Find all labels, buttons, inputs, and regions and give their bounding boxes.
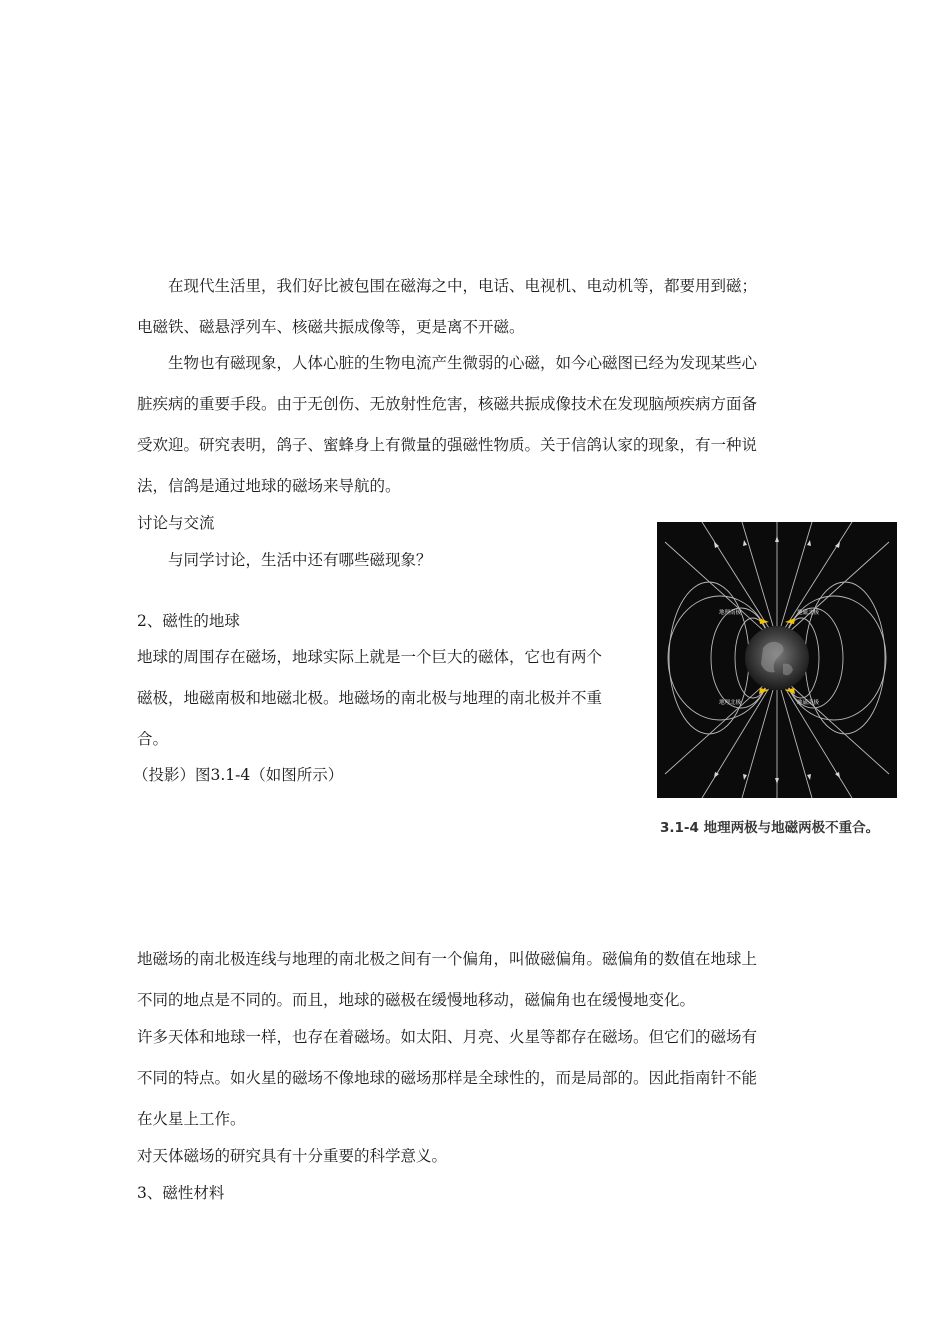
paragraph-1-line-1: 在现代生活里，我们好比被包围在磁海之中，电话、电视机、电动机等，都要用到磁； bbox=[168, 277, 758, 295]
discuss-text: 与同学讨论，生活中还有哪些磁现象？ bbox=[168, 551, 432, 569]
paragraph-3-line-1: 地磁场的南北极连线与地理的南北极之间有一个偏角，叫做磁偏角。磁偏角的数值在地球上 bbox=[137, 950, 758, 968]
section-3-heading: 3、磁性材料 bbox=[137, 1184, 225, 1202]
paragraph-4-line-3: 在火星上工作。 bbox=[137, 1110, 246, 1128]
section-2-heading: 2、磁性的地球 bbox=[137, 612, 240, 630]
projection-note: （投影）图3.1-4（如图所示） bbox=[133, 766, 344, 784]
section-2-line-2: 磁极，地磁南极和地磁北极。地磁场的南北极与地理的南北极并不重 bbox=[137, 689, 603, 707]
paragraph-2-line-2: 脏疾病的重要手段。由于无创伤、无放射性危害，核磁共振成像技术在发现脑颅疾病方面备 bbox=[137, 395, 758, 413]
paragraph-2-line-1: 生物也有磁现象，人体心脏的生物电流产生微弱的心磁，如今心磁图已经为发现某些心 bbox=[168, 354, 758, 372]
label-geomagnetic-north-pole: 地磁北极 bbox=[797, 610, 820, 616]
paragraph-4-line-2: 不同的特点。如火星的磁场不像地球的磁场那样是全球性的，而是局部的。因此指南针不能 bbox=[137, 1069, 758, 1087]
label-geographic-south-pole: 地理南极 bbox=[719, 610, 742, 616]
label-geomagnetic-south-pole: 地磁南极 bbox=[797, 700, 820, 706]
section-2-line-3: 合。 bbox=[137, 730, 169, 748]
paragraph-2-line-3: 受欢迎。研究表明，鸽子、蜜蜂身上有微量的强磁性物质。关于信鸽认家的现象，有一种说 bbox=[137, 436, 758, 454]
paragraph-1-line-2: 电磁铁、磁悬浮列车、核磁共振成像等，更是离不开磁。 bbox=[137, 318, 525, 336]
paragraph-4-line-1: 许多天体和地球一样，也存在着磁场。如太阳、月亮、火星等都存在磁场。但它们的磁场有 bbox=[137, 1028, 758, 1046]
figure-caption: 3.1-4 地理两极与地磁两极不重合。 bbox=[660, 820, 880, 836]
paragraph-3-line-2: 不同的地点是不同的。而且，地球的磁极在缓慢地移动，磁偏角也在缓慢地变化。 bbox=[137, 991, 696, 1009]
paragraph-2-line-4: 法，信鸽是通过地球的磁场来导航的。 bbox=[137, 477, 401, 495]
paragraph-5-line-1: 对天体磁场的研究具有十分重要的科学意义。 bbox=[137, 1147, 448, 1165]
section-2-line-1: 地球的周围存在磁场，地球实际上就是一个巨大的磁体，它也有两个 bbox=[137, 648, 603, 666]
label-geographic-north-pole: 地理北极 bbox=[719, 700, 742, 706]
earth-magnetic-field-figure bbox=[657, 522, 897, 798]
discuss-heading: 讨论与交流 bbox=[137, 514, 215, 532]
